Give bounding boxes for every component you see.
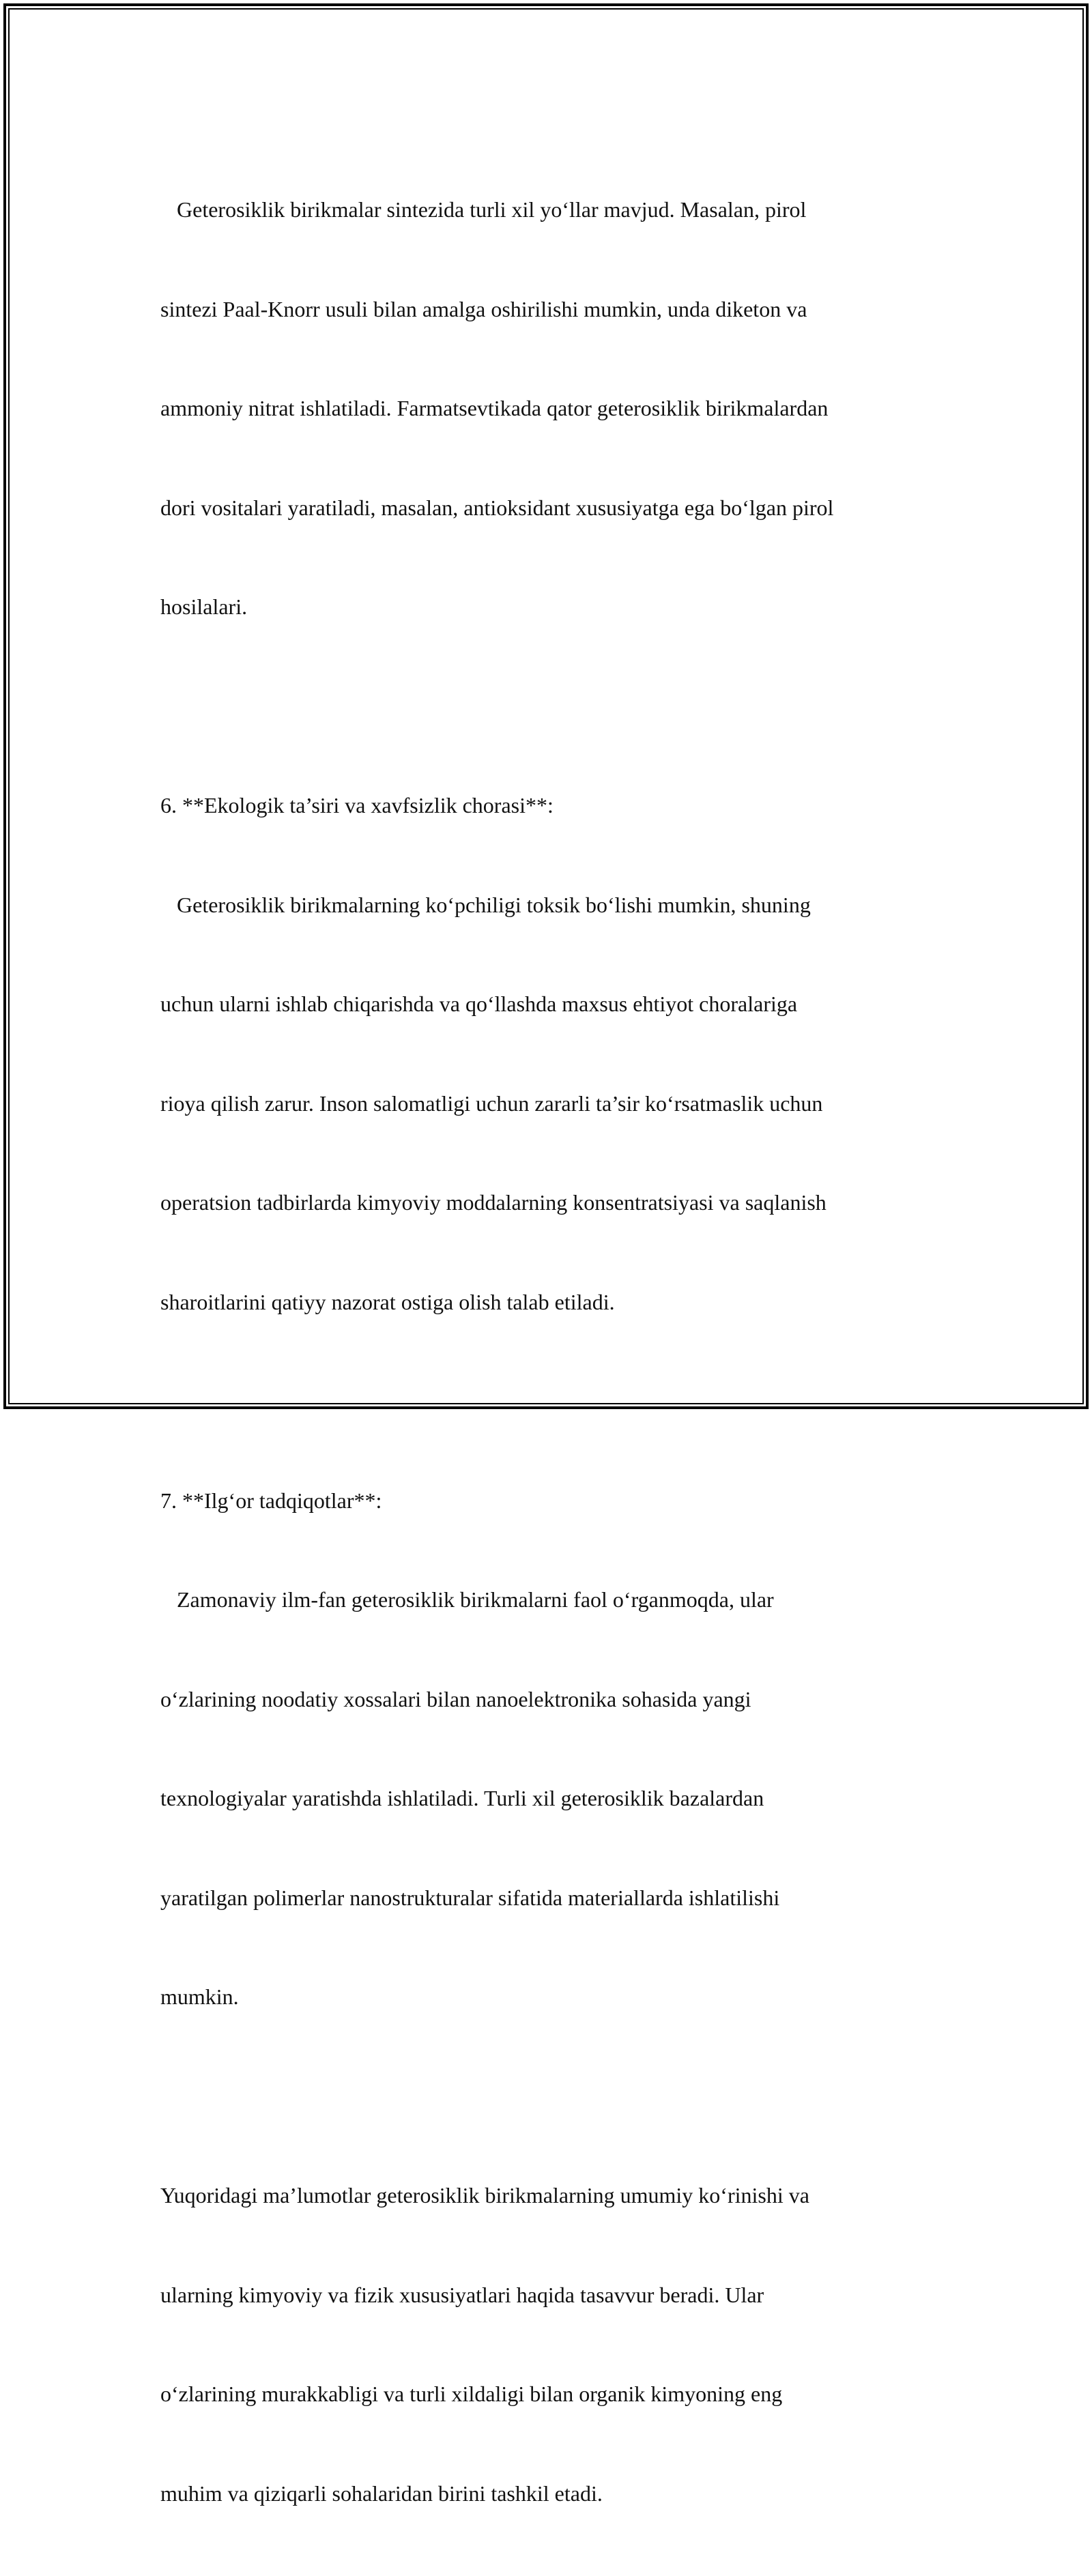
section-advanced-research: [160, 1418, 952, 2080]
text-line: sintezi Paal-Knorr usuli bilan amalga oshirilishi mumkin, unda diketon va: [160, 296, 807, 321]
text-line: operatsion tadbirlarda kimyoviy moddalarning konsentratsiyasi va saqlanish: [160, 1190, 827, 1215]
text-line: Geterosiklik birikmalar sintezida turli xil yo‘llar mavjud. Masalan, pirol: [160, 197, 807, 222]
text-line: ammoniy nitrat ishlatiladi. Farmatsevtikada qator geterosiklik birikmalardan: [160, 396, 829, 420]
document-body: [160, 127, 952, 2576]
text-line: muhim va qiziqarli sohalaridan birini tashkil etadi.: [160, 2480, 603, 2506]
text-line: Zamonaviy ilm-fan geterosiklik birikmalarni faol o‘rganmoqda, ular: [160, 1587, 774, 1612]
text-line: uchun ularni ishlab chiqarishda va qo‘llashda maxsus ehtiyot choralariga: [160, 992, 798, 1016]
text-line: yaratilgan polimerlar nanostrukturalar sifatida materiallarda ishlatilishi: [160, 1885, 780, 1910]
text-line: Geterosiklik birikmalarning ko‘pchiligi toksik bo‘lishi mumkin, shuning: [160, 892, 811, 917]
text-line: hosilalari.: [160, 594, 248, 619]
paragraph-gap: [160, 2080, 952, 2113]
text-line: Yuqoridagi ma’lumotlar geterosiklik birikmalarning umumiy ko‘rinishi va: [160, 2183, 809, 2208]
section-heading: 7. **Ilg‘or tadqiqotlar**:: [160, 1488, 382, 1513]
paragraph-gap: [160, 1385, 952, 1418]
paragraph-synthesis: [160, 127, 952, 690]
text-line: rioya qilish zarur. Inson salomatligi uchun zararli ta’sir ko‘rsatmaslik uchun: [160, 1090, 823, 1116]
section-heading: 6. **Ekologik ta’siri va xavfsizlik chorasi**:: [160, 793, 554, 817]
paragraph-conclusion: [160, 2113, 952, 2576]
section-ecological-impact: [160, 723, 952, 1385]
text-line: ularning kimyoviy va fizik xususiyatlari haqida tasavvur beradi. Ular: [160, 2282, 764, 2307]
text-line: texnologiyalar yaratishda ishlatiladi. Turli xil geterosiklik bazalardan: [160, 1786, 764, 1810]
text-line: dori vositalari yaratiladi, masalan, antioksidant xususiyatga ega bo‘lgan pirol: [160, 495, 834, 520]
text-line: sharoitlarini qatiyy nazorat ostiga olish talab etiladi.: [160, 1289, 615, 1314]
paragraph-gap: [160, 690, 952, 723]
text-line: o‘zlarining murakkabligi va turli xildaligi bilan organik kimyoning eng: [160, 2382, 783, 2406]
text-line: mumkin.: [160, 1984, 239, 2009]
text-line: o‘zlarining noodatiy xossalari bilan nanoelektronika sohasida yangi: [160, 1686, 751, 1711]
